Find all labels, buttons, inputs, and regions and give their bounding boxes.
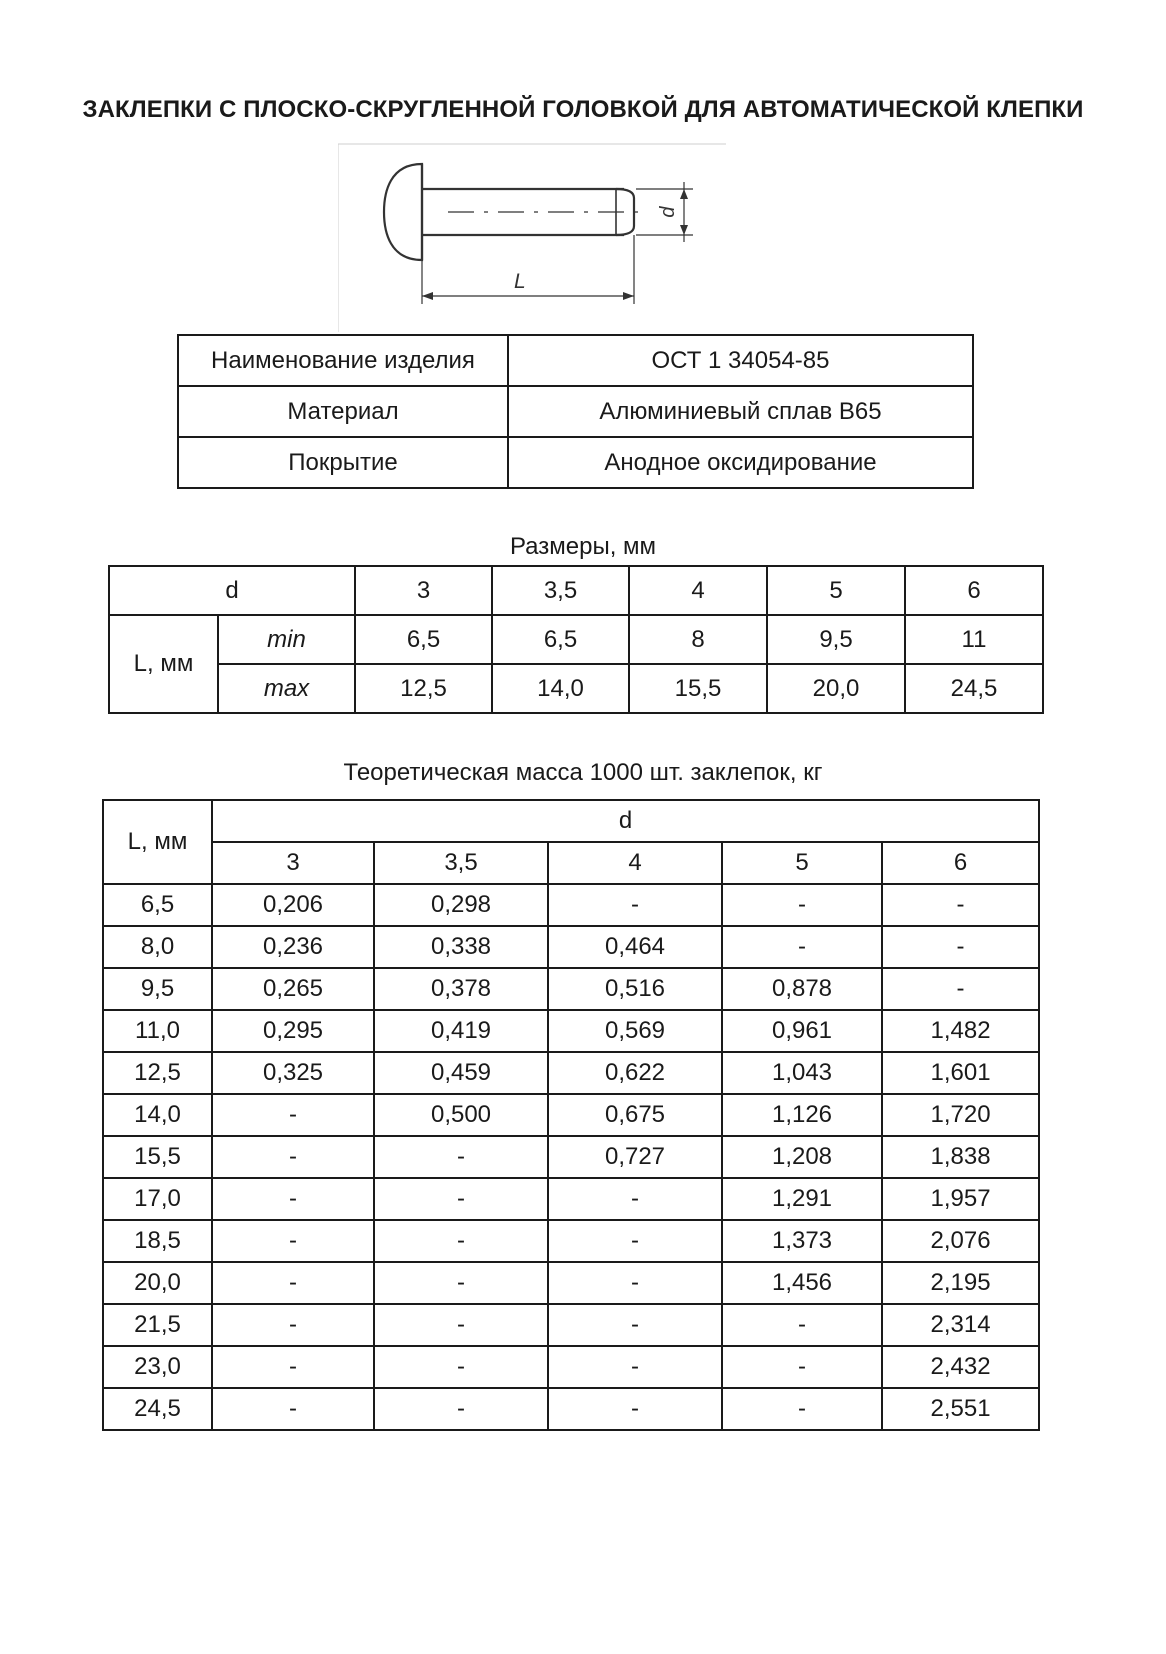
dimensions-table bbox=[108, 565, 1044, 714]
length-value: 8,0 bbox=[103, 926, 212, 968]
mass-value: 0,516 bbox=[548, 968, 722, 1010]
d-value: 4 bbox=[629, 566, 767, 615]
table-row bbox=[178, 386, 973, 437]
d-label: d bbox=[657, 206, 679, 218]
L-header: L, мм bbox=[109, 615, 218, 713]
mass-value: 0,298 bbox=[374, 884, 548, 926]
mass-value: - bbox=[212, 1136, 374, 1178]
mass-value: 0,378 bbox=[374, 968, 548, 1010]
max-value: 20,0 bbox=[767, 664, 905, 713]
length-value: 11,0 bbox=[103, 1010, 212, 1052]
table-row bbox=[103, 1136, 1039, 1178]
mass-value: 0,265 bbox=[212, 968, 374, 1010]
mass-value: - bbox=[548, 884, 722, 926]
mass-value: - bbox=[548, 1346, 722, 1388]
table-row bbox=[103, 1346, 1039, 1388]
info-label: Наименование изделия bbox=[178, 335, 508, 386]
mass-value: 0,727 bbox=[548, 1136, 722, 1178]
mass-value: - bbox=[212, 1346, 374, 1388]
table-row bbox=[103, 1178, 1039, 1220]
d-value: 3 bbox=[355, 566, 492, 615]
min-value: 9,5 bbox=[767, 615, 905, 664]
mass-value: 2,314 bbox=[882, 1304, 1039, 1346]
L-label: L bbox=[514, 270, 526, 293]
length-value: 9,5 bbox=[103, 968, 212, 1010]
min-value: 11 bbox=[905, 615, 1043, 664]
mass-value: - bbox=[212, 1220, 374, 1262]
mass-value: - bbox=[212, 1388, 374, 1430]
table-row bbox=[103, 884, 1039, 926]
mass-value: 0,206 bbox=[212, 884, 374, 926]
mass-value: 0,459 bbox=[374, 1052, 548, 1094]
min-label: min bbox=[218, 615, 355, 664]
d-value: 3 bbox=[212, 842, 374, 884]
d-value: 4 bbox=[548, 842, 722, 884]
mass-value: - bbox=[212, 1262, 374, 1304]
mass-value: 1,838 bbox=[882, 1136, 1039, 1178]
info-value: Анодное оксидирование bbox=[508, 437, 973, 488]
table-row bbox=[103, 1220, 1039, 1262]
length-value: 12,5 bbox=[103, 1052, 212, 1094]
mass-value: 0,961 bbox=[722, 1010, 882, 1052]
mass-value: 0,569 bbox=[548, 1010, 722, 1052]
mass-value: 0,622 bbox=[548, 1052, 722, 1094]
mass-value: - bbox=[548, 1178, 722, 1220]
mass-value: 1,291 bbox=[722, 1178, 882, 1220]
mass-value: - bbox=[212, 1304, 374, 1346]
length-value: 14,0 bbox=[103, 1094, 212, 1136]
max-label: max bbox=[218, 664, 355, 713]
table-row bbox=[103, 1388, 1039, 1430]
L-header: L, мм bbox=[103, 800, 212, 884]
mass-value: 2,551 bbox=[882, 1388, 1039, 1430]
d-value: 5 bbox=[767, 566, 905, 615]
d-value: 3,5 bbox=[374, 842, 548, 884]
page-title: ЗАКЛЕПКИ С ПЛОСКО-СКРУГЛЕННОЙ ГОЛОВКОЙ ДЛЯ АВТОМАТИЧЕСКОЙ КЛЕПКИ bbox=[82, 96, 1084, 123]
min-value: 6,5 bbox=[492, 615, 629, 664]
max-value: 14,0 bbox=[492, 664, 629, 713]
dimensions-caption: Размеры, мм bbox=[509, 533, 657, 560]
max-value: 15,5 bbox=[629, 664, 767, 713]
mass-value: - bbox=[722, 1304, 882, 1346]
length-value: 20,0 bbox=[103, 1262, 212, 1304]
mass-value: - bbox=[374, 1178, 548, 1220]
mass-value: 0,295 bbox=[212, 1010, 374, 1052]
length-value: 24,5 bbox=[103, 1388, 212, 1430]
d-header: d bbox=[109, 566, 355, 615]
mass-caption: Теоретическая масса 1000 шт. заклепок, кг bbox=[343, 759, 823, 786]
mass-value: - bbox=[882, 884, 1039, 926]
mass-value: 2,432 bbox=[882, 1346, 1039, 1388]
min-value: 6,5 bbox=[355, 615, 492, 664]
table-row bbox=[109, 615, 1043, 664]
d-value: 6 bbox=[905, 566, 1043, 615]
mass-value: - bbox=[548, 1388, 722, 1430]
mass-value: 0,325 bbox=[212, 1052, 374, 1094]
mass-value: 0,500 bbox=[374, 1094, 548, 1136]
mass-value: 0,236 bbox=[212, 926, 374, 968]
mass-value: 1,482 bbox=[882, 1010, 1039, 1052]
mass-table bbox=[102, 799, 1040, 1431]
table-row bbox=[103, 926, 1039, 968]
mass-value: - bbox=[722, 1346, 882, 1388]
mass-value: - bbox=[212, 1178, 374, 1220]
mass-value: - bbox=[882, 926, 1039, 968]
mass-value: 0,419 bbox=[374, 1010, 548, 1052]
info-label: Покрытие bbox=[178, 437, 508, 488]
table-row bbox=[109, 664, 1043, 713]
table-row bbox=[109, 566, 1043, 615]
rivet-drawing bbox=[338, 142, 726, 332]
table-row bbox=[103, 1010, 1039, 1052]
length-value: 23,0 bbox=[103, 1346, 212, 1388]
mass-value: 0,464 bbox=[548, 926, 722, 968]
table-row bbox=[103, 968, 1039, 1010]
info-label: Материал bbox=[178, 386, 508, 437]
mass-value: - bbox=[548, 1220, 722, 1262]
mass-value: 0,878 bbox=[722, 968, 882, 1010]
mass-value: 0,675 bbox=[548, 1094, 722, 1136]
mass-value: 1,957 bbox=[882, 1178, 1039, 1220]
table-row bbox=[103, 1094, 1039, 1136]
mass-value: 1,601 bbox=[882, 1052, 1039, 1094]
length-value: 21,5 bbox=[103, 1304, 212, 1346]
mass-value: - bbox=[374, 1262, 548, 1304]
mass-value: - bbox=[722, 1388, 882, 1430]
mass-value: - bbox=[374, 1304, 548, 1346]
mass-value: - bbox=[374, 1136, 548, 1178]
table-row bbox=[103, 1304, 1039, 1346]
table-row bbox=[103, 1262, 1039, 1304]
mass-value: 1,720 bbox=[882, 1094, 1039, 1136]
d-value: 3,5 bbox=[492, 566, 629, 615]
length-value: 18,5 bbox=[103, 1220, 212, 1262]
table-row bbox=[103, 800, 1039, 842]
mass-value: 0,338 bbox=[374, 926, 548, 968]
min-value: 8 bbox=[629, 615, 767, 664]
length-value: 6,5 bbox=[103, 884, 212, 926]
length-value: 15,5 bbox=[103, 1136, 212, 1178]
mass-value: 1,456 bbox=[722, 1262, 882, 1304]
max-value: 12,5 bbox=[355, 664, 492, 713]
mass-value: 1,373 bbox=[722, 1220, 882, 1262]
mass-value: 1,043 bbox=[722, 1052, 882, 1094]
mass-value: 1,208 bbox=[722, 1136, 882, 1178]
mass-value: 2,195 bbox=[882, 1262, 1039, 1304]
info-value: Алюминиевый сплав В65 bbox=[508, 386, 973, 437]
product-info-table bbox=[177, 334, 974, 489]
d-header: d bbox=[212, 800, 1039, 842]
table-row bbox=[103, 842, 1039, 884]
mass-value: - bbox=[882, 968, 1039, 1010]
mass-value: - bbox=[722, 884, 882, 926]
table-row bbox=[103, 1052, 1039, 1094]
mass-value: - bbox=[212, 1094, 374, 1136]
mass-value: - bbox=[374, 1388, 548, 1430]
mass-value: 1,126 bbox=[722, 1094, 882, 1136]
length-value: 17,0 bbox=[103, 1178, 212, 1220]
mass-value: - bbox=[374, 1220, 548, 1262]
mass-value: - bbox=[722, 926, 882, 968]
table-row bbox=[178, 335, 973, 386]
d-value: 5 bbox=[722, 842, 882, 884]
d-value: 6 bbox=[882, 842, 1039, 884]
mass-value: - bbox=[548, 1304, 722, 1346]
table-row bbox=[178, 437, 973, 488]
info-value: ОСТ 1 34054-85 bbox=[508, 335, 973, 386]
max-value: 24,5 bbox=[905, 664, 1043, 713]
mass-value: - bbox=[548, 1262, 722, 1304]
mass-value: 2,076 bbox=[882, 1220, 1039, 1262]
mass-value: - bbox=[374, 1346, 548, 1388]
